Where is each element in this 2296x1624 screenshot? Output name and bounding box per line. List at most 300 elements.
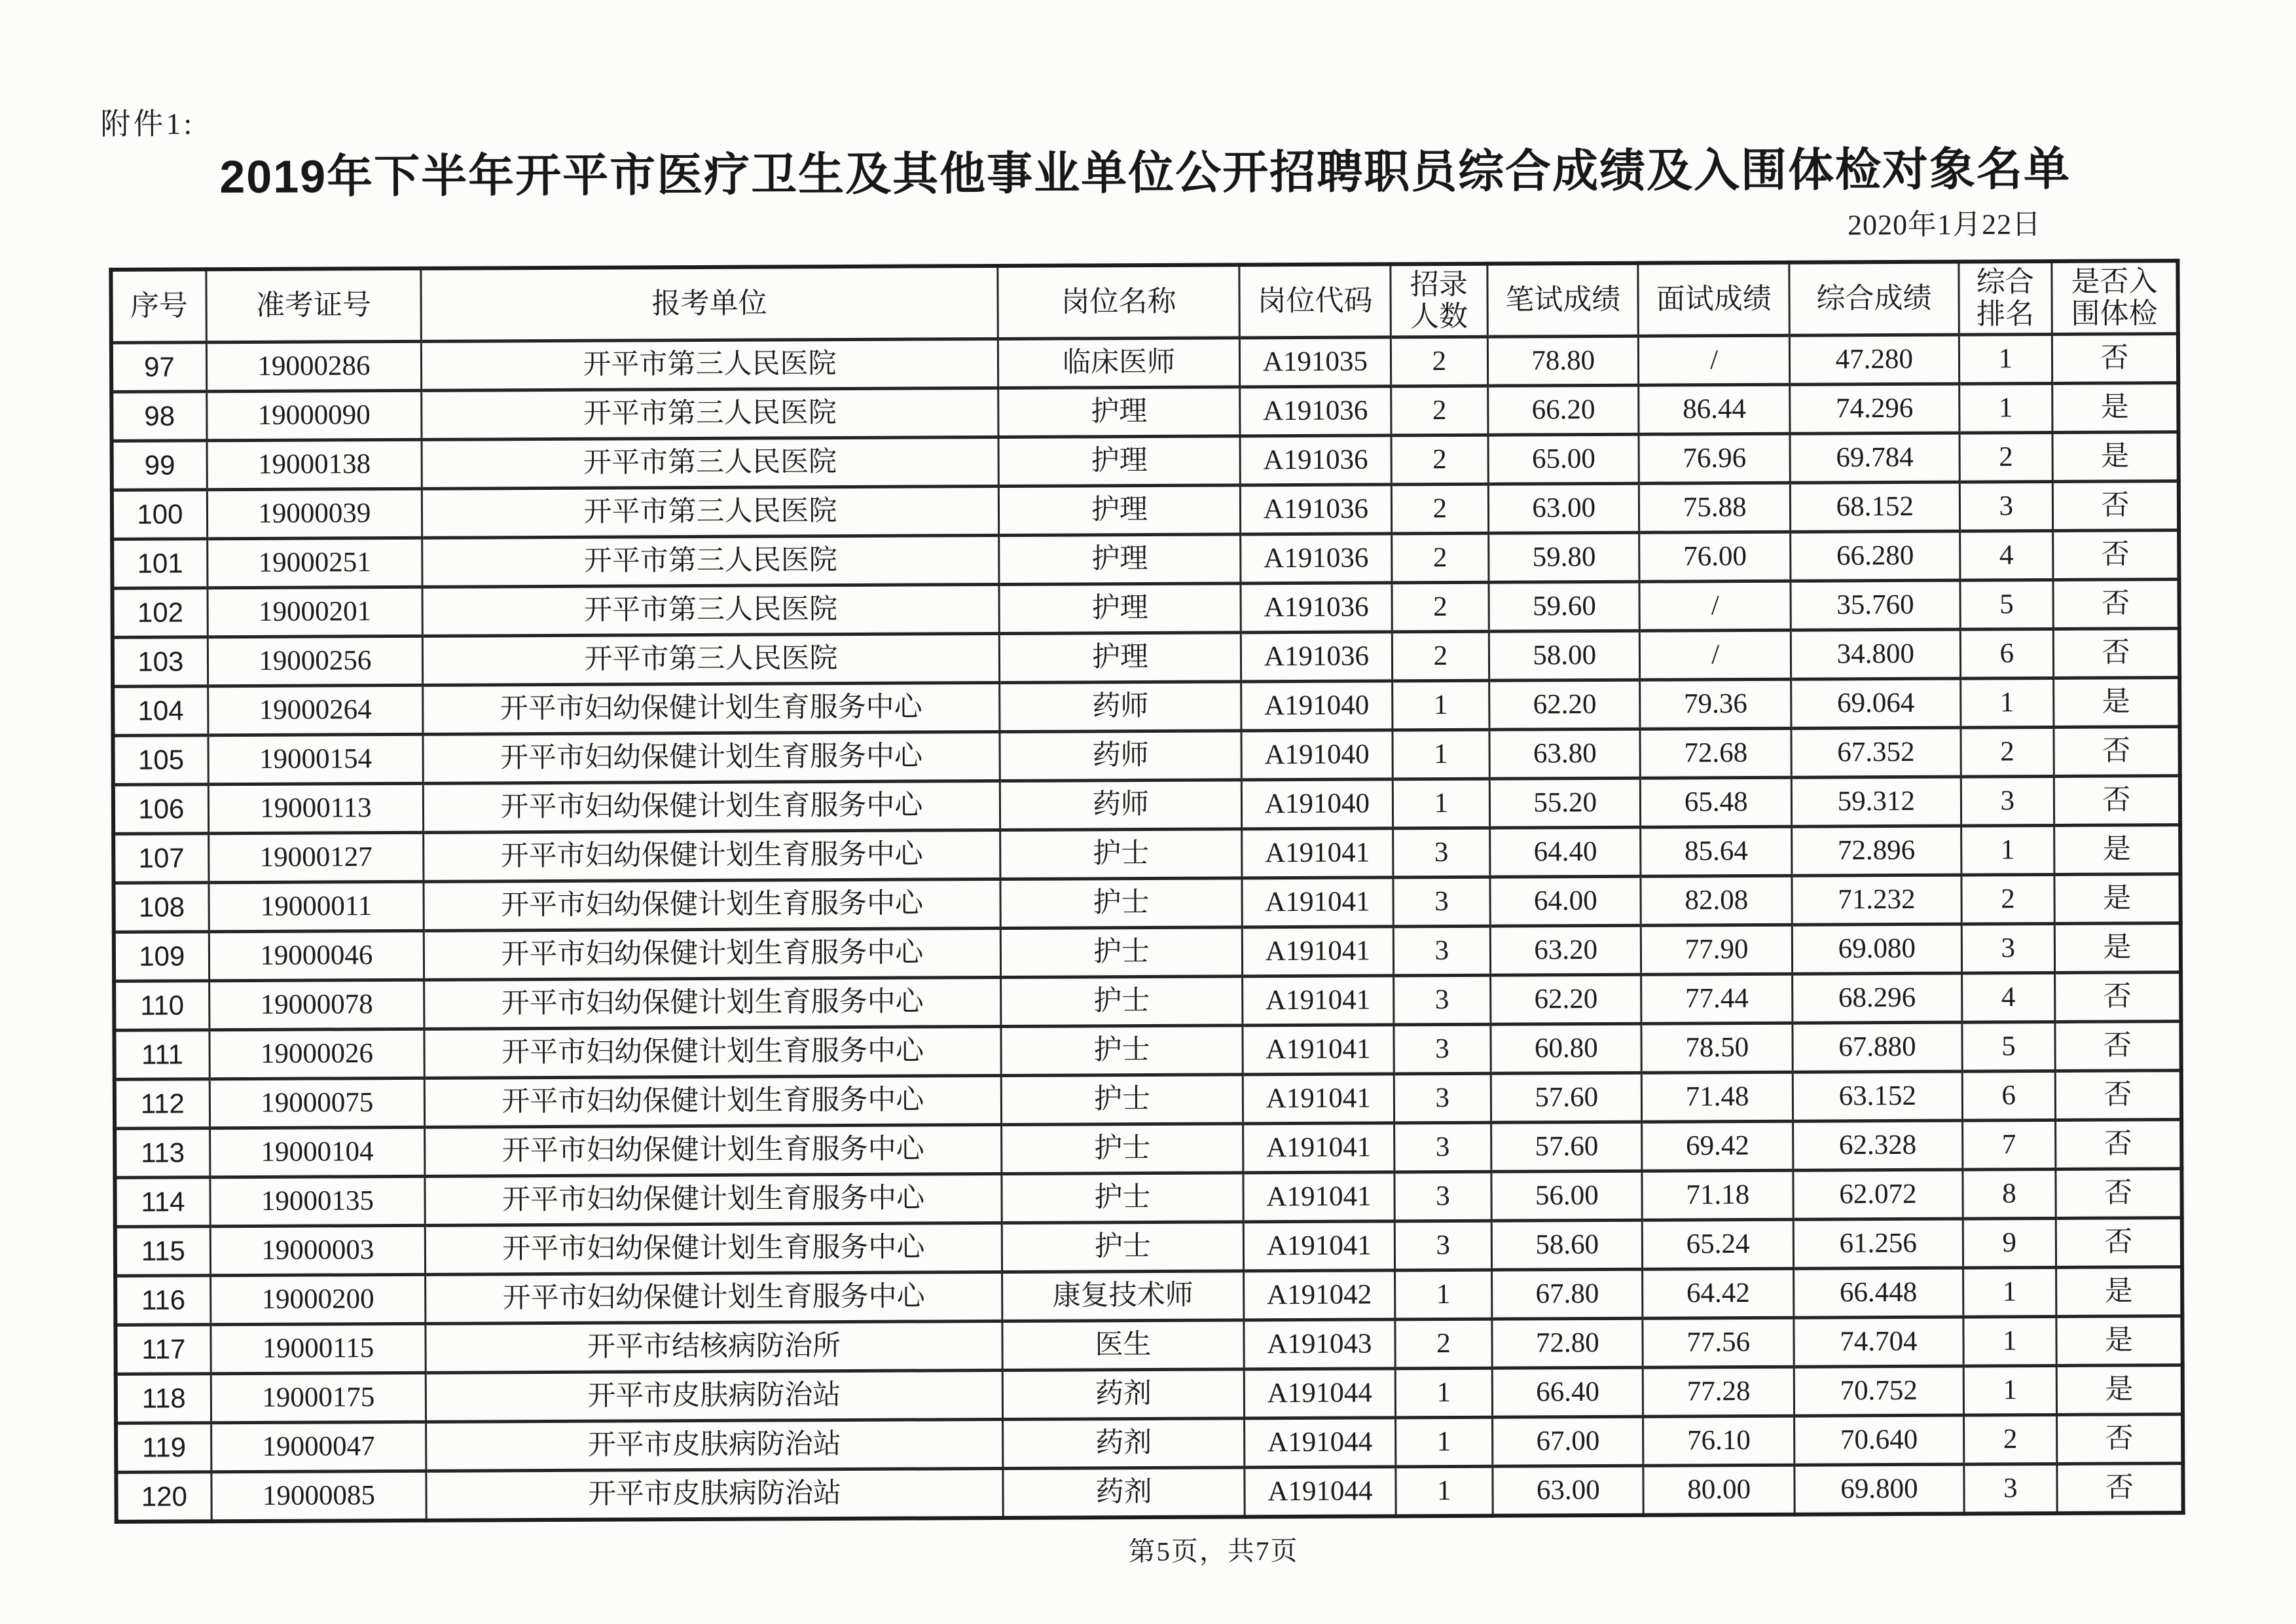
cell-position-code: A191041 <box>1242 927 1393 976</box>
cell-composite-score: 62.072 <box>1793 1170 1963 1219</box>
cell-serial-no: 101 <box>112 539 208 589</box>
cell-composite-score: 70.640 <box>1794 1415 1963 1465</box>
cell-position-code: A191040 <box>1241 730 1393 780</box>
cell-composite-rank: 1 <box>1959 383 2052 433</box>
column-header-interview-score: 面试成绩 <box>1638 263 1789 337</box>
cell-recruit-count: 3 <box>1394 1221 1492 1270</box>
table-row <box>113 727 2179 785</box>
cell-recruit-count: 1 <box>1393 779 1490 828</box>
cell-medical-check: 否 <box>2054 776 2180 826</box>
cell-composite-rank: 2 <box>1963 1414 2056 1464</box>
cell-composite-rank: 1 <box>1959 334 2052 384</box>
cell-composite-rank: 1 <box>1963 1316 2056 1366</box>
cell-serial-no: 98 <box>111 392 207 441</box>
cell-composite-score: 66.280 <box>1791 531 1960 581</box>
cell-medical-check: 否 <box>2055 1022 2181 1071</box>
cell-ticket-no: 19000039 <box>207 489 422 538</box>
table-row <box>111 383 2178 441</box>
cell-composite-rank: 3 <box>1961 776 2054 826</box>
table-row <box>113 776 2180 834</box>
cell-composite-score: 74.704 <box>1794 1317 1963 1367</box>
cell-position-code: A191036 <box>1241 534 1392 583</box>
cell-medical-check: 否 <box>2055 1071 2181 1120</box>
cell-written-score: 62.20 <box>1491 974 1642 1024</box>
cell-interview-score: 69.42 <box>1642 1121 1793 1171</box>
cell-written-score: 55.20 <box>1489 778 1641 828</box>
cell-serial-no: 120 <box>116 1472 211 1522</box>
cell-employer: 开平市皮肤病防治站 <box>426 1419 1003 1471</box>
cell-medical-check: 否 <box>2054 727 2180 777</box>
cell-composite-score: 62.328 <box>1793 1120 1963 1170</box>
cell-written-score: 63.00 <box>1493 1466 1644 1516</box>
cell-position-code: A191044 <box>1245 1418 1396 1467</box>
cell-position-code: A191040 <box>1241 779 1393 829</box>
cell-ticket-no: 19000264 <box>208 685 423 735</box>
page-indicator: 第5页，共7页 <box>1128 1536 1299 1567</box>
cell-interview-score: 82.08 <box>1641 876 1792 925</box>
table-row <box>113 825 2180 883</box>
cell-position-code: A191041 <box>1243 1221 1394 1271</box>
cell-position-name: 临床医师 <box>998 338 1240 388</box>
cell-employer: 开平市妇幼保健计划生育服务中心 <box>426 1272 1002 1323</box>
cell-written-score: 63.80 <box>1489 729 1641 779</box>
cell-serial-no: 105 <box>113 735 208 785</box>
cell-medical-check: 是 <box>2052 432 2179 482</box>
cell-interview-score: 76.10 <box>1643 1416 1795 1466</box>
table-row <box>112 580 2179 638</box>
cell-employer: 开平市妇幼保健计划生育服务中心 <box>424 830 1000 881</box>
cell-recruit-count: 1 <box>1396 1466 1493 1516</box>
cell-ticket-no: 19000127 <box>208 832 424 882</box>
cell-employer: 开平市第三人民医院 <box>422 437 998 489</box>
cell-position-name: 药师 <box>1000 780 1242 830</box>
cell-serial-no: 113 <box>115 1128 210 1178</box>
cell-serial-no: 109 <box>114 932 210 982</box>
cell-medical-check: 否 <box>2052 530 2179 580</box>
table-row <box>113 678 2179 736</box>
cell-written-score: 62.20 <box>1489 680 1641 729</box>
cell-ticket-no: 19000047 <box>211 1422 426 1471</box>
cell-composite-rank: 4 <box>1961 972 2054 1022</box>
table-row <box>115 1218 2182 1276</box>
cell-serial-no: 114 <box>115 1177 210 1227</box>
cell-position-code: A191044 <box>1245 1467 1396 1517</box>
cell-position-name: 药剂 <box>1002 1369 1245 1420</box>
cell-position-code: A191043 <box>1244 1320 1395 1369</box>
cell-employer: 开平市第三人民医院 <box>421 339 998 390</box>
cell-composite-rank: 1 <box>1963 1267 2056 1317</box>
cell-employer: 开平市妇幼保健计划生育服务中心 <box>425 1124 1002 1176</box>
cell-interview-score: 75.88 <box>1639 483 1791 532</box>
cell-recruit-count: 2 <box>1392 631 1489 681</box>
cell-position-name: 药师 <box>999 682 1241 732</box>
cell-composite-rank: 2 <box>1961 874 2054 924</box>
table-row <box>116 1464 2183 1522</box>
cell-position-code: A191036 <box>1240 386 1391 436</box>
cell-employer: 开平市妇幼保健计划生育服务中心 <box>424 977 1001 1029</box>
cell-ticket-no: 19000154 <box>208 734 424 784</box>
cell-serial-no: 100 <box>112 490 208 540</box>
cell-composite-score: 67.352 <box>1791 728 1961 777</box>
cell-employer: 开平市妇幼保健计划生育服务中心 <box>425 1173 1002 1225</box>
cell-medical-check: 否 <box>2052 334 2178 384</box>
cell-written-score: 58.00 <box>1489 631 1640 680</box>
cell-composite-rank: 7 <box>1962 1120 2055 1170</box>
column-header-ticket-no: 准考证号 <box>206 268 422 342</box>
cell-ticket-no: 19000135 <box>210 1176 426 1226</box>
cell-serial-no: 108 <box>113 883 209 932</box>
cell-employer: 开平市妇幼保健计划生育服务中心 <box>423 731 1000 783</box>
cell-position-code: A191041 <box>1243 1025 1394 1075</box>
cell-written-score: 67.80 <box>1492 1269 1643 1319</box>
cell-employer: 开平市皮肤病防治站 <box>426 1370 1002 1422</box>
cell-serial-no: 115 <box>115 1227 211 1276</box>
table-row <box>115 1169 2181 1227</box>
cell-ticket-no: 19000085 <box>211 1471 427 1521</box>
cell-written-score: 56.00 <box>1491 1171 1643 1221</box>
cell-recruit-count: 2 <box>1391 435 1489 485</box>
cell-serial-no: 116 <box>115 1276 211 1325</box>
cell-written-score: 63.00 <box>1488 483 1639 533</box>
column-header-recruit-count: 招录 人数 <box>1391 264 1488 337</box>
cell-recruit-count: 3 <box>1393 828 1490 877</box>
cell-position-name: 康复技术师 <box>1002 1271 1244 1321</box>
cell-position-code: A191035 <box>1240 337 1391 387</box>
cell-composite-score: 63.152 <box>1793 1071 1962 1121</box>
cell-interview-score: 71.48 <box>1642 1072 1793 1122</box>
cell-composite-score: 59.312 <box>1791 777 1961 826</box>
cell-composite-score: 71.232 <box>1792 875 1961 925</box>
cell-written-score: 57.60 <box>1491 1122 1643 1172</box>
cell-recruit-count: 2 <box>1391 337 1488 386</box>
cell-recruit-count: 1 <box>1394 1270 1492 1320</box>
cell-written-score: 65.00 <box>1488 434 1639 484</box>
cell-position-code: A191041 <box>1242 828 1393 878</box>
cell-position-name: 药剂 <box>1002 1418 1245 1469</box>
results-table <box>109 259 2185 1524</box>
cell-ticket-no: 19000113 <box>208 783 424 833</box>
cell-serial-no: 110 <box>114 981 210 1031</box>
cell-composite-rank: 9 <box>1963 1218 2056 1268</box>
cell-composite-rank: 3 <box>1964 1464 2057 1513</box>
cell-employer: 开平市第三人民医院 <box>422 486 998 538</box>
cell-interview-score: 77.90 <box>1641 925 1793 974</box>
cell-written-score: 58.60 <box>1491 1220 1643 1270</box>
cell-position-code: A191041 <box>1243 1123 1394 1173</box>
cell-medical-check: 否 <box>2057 1464 2183 1513</box>
table-row <box>115 1316 2182 1375</box>
cell-recruit-count: 2 <box>1391 533 1489 583</box>
cell-composite-rank: 1 <box>1960 678 2053 728</box>
cell-written-score: 59.80 <box>1489 532 1640 582</box>
cell-serial-no: 97 <box>111 342 207 392</box>
cell-serial-no: 103 <box>113 637 208 687</box>
cell-composite-rank: 1 <box>1963 1365 2056 1415</box>
table-row <box>111 334 2178 392</box>
cell-ticket-no: 19000046 <box>209 931 424 980</box>
cell-position-name: 护士 <box>1001 1075 1243 1125</box>
cell-interview-score: 86.44 <box>1639 384 1790 434</box>
column-header-composite-rank: 综合 排名 <box>1959 261 2052 335</box>
cell-medical-check: 否 <box>2052 481 2179 531</box>
cell-position-name: 护士 <box>1000 878 1243 929</box>
cell-composite-score: 69.064 <box>1791 678 1961 728</box>
cell-composite-rank: 5 <box>1960 580 2053 629</box>
cell-recruit-count: 3 <box>1394 1024 1491 1074</box>
cell-medical-check: 是 <box>2054 923 2181 973</box>
cell-composite-score: 74.296 <box>1790 384 1959 434</box>
cell-position-name: 护理 <box>999 633 1241 683</box>
cell-written-score: 78.80 <box>1487 336 1639 386</box>
cell-employer: 开平市妇幼保健计划生育服务中心 <box>424 879 1000 931</box>
cell-ticket-no: 19000090 <box>206 390 422 440</box>
cell-written-score: 72.80 <box>1492 1318 1643 1368</box>
cell-serial-no: 118 <box>116 1374 211 1424</box>
cell-interview-score: 77.56 <box>1643 1318 1794 1367</box>
cell-interview-score: 77.28 <box>1643 1367 1795 1416</box>
cell-composite-score: 47.280 <box>1789 335 1959 384</box>
cell-position-code: A191036 <box>1241 485 1392 534</box>
cell-position-name: 药师 <box>1000 731 1242 781</box>
cell-position-name: 护士 <box>1000 927 1243 978</box>
cell-interview-score: / <box>1639 581 1791 631</box>
cell-employer: 开平市结核病防治所 <box>426 1321 1002 1373</box>
cell-ticket-no: 19000256 <box>208 636 423 686</box>
cell-recruit-count: 1 <box>1395 1368 1493 1418</box>
cell-position-name: 护理 <box>998 534 1241 585</box>
column-header-medical-check: 是否入 围体检 <box>2052 261 2178 334</box>
cell-serial-no: 99 <box>112 441 208 490</box>
table-row <box>115 1120 2181 1178</box>
cell-employer: 开平市妇幼保健计划生育服务中心 <box>425 1223 1002 1274</box>
cell-position-code: A191040 <box>1241 681 1393 731</box>
cell-composite-rank: 8 <box>1963 1169 2056 1219</box>
cell-recruit-count: 3 <box>1394 1122 1491 1172</box>
cell-composite-rank: 4 <box>1959 530 2052 580</box>
table-row <box>113 629 2179 687</box>
cell-medical-check: 否 <box>2056 1414 2183 1464</box>
cell-position-name: 护理 <box>998 387 1241 437</box>
cell-medical-check: 是 <box>2056 1316 2183 1366</box>
cell-interview-score: 76.00 <box>1639 532 1791 581</box>
cell-medical-check: 是 <box>2054 874 2181 924</box>
cell-medical-check: 是 <box>2056 1267 2182 1317</box>
cell-composite-rank: 6 <box>1960 629 2053 678</box>
cell-employer: 开平市妇幼保健计划生育服务中心 <box>424 928 1000 980</box>
cell-composite-rank: 1 <box>1961 825 2054 875</box>
column-header-written-score: 笔试成绩 <box>1487 263 1639 337</box>
cell-position-name: 护士 <box>1001 1025 1243 1076</box>
cell-medical-check: 否 <box>2056 1218 2182 1268</box>
cell-written-score: 60.80 <box>1491 1024 1642 1073</box>
cell-written-score: 59.60 <box>1489 581 1640 631</box>
cell-interview-score: / <box>1640 630 1791 680</box>
table-row <box>116 1365 2183 1424</box>
cell-composite-score: 69.784 <box>1790 433 1959 483</box>
cell-position-name: 护理 <box>998 436 1241 487</box>
cell-medical-check: 是 <box>2054 825 2180 875</box>
table-row <box>112 432 2179 490</box>
cell-interview-score: 78.50 <box>1641 1023 1793 1073</box>
cell-composite-score: 61.256 <box>1793 1219 1963 1268</box>
cell-ticket-no: 19000251 <box>207 538 422 587</box>
cell-composite-rank: 6 <box>1962 1071 2055 1120</box>
cell-position-code: A191042 <box>1244 1270 1395 1320</box>
cell-interview-score: 85.64 <box>1641 826 1792 876</box>
cell-medical-check: 是 <box>2052 383 2179 433</box>
cell-employer: 开平市妇幼保健计划生育服务中心 <box>423 781 1000 832</box>
cell-medical-check: 否 <box>2053 580 2179 629</box>
cell-interview-score: 71.18 <box>1642 1170 1793 1220</box>
cell-position-name: 护理 <box>999 583 1241 634</box>
cell-position-name: 护士 <box>1002 1173 1244 1223</box>
cell-composite-score: 34.800 <box>1791 629 1960 679</box>
cell-employer: 开平市第三人民医院 <box>422 388 998 439</box>
cell-recruit-count: 2 <box>1392 582 1489 632</box>
table-row <box>115 1267 2182 1325</box>
cell-composite-rank: 3 <box>1959 481 2052 531</box>
cell-serial-no: 111 <box>114 1030 210 1080</box>
cell-employer: 开平市第三人民医院 <box>422 535 999 587</box>
cell-position-name: 护士 <box>1002 1222 1244 1272</box>
cell-composite-score: 68.152 <box>1790 482 1959 532</box>
cell-composite-score: 67.880 <box>1793 1022 1962 1072</box>
cell-position-code: A191041 <box>1243 976 1394 1025</box>
cell-employer: 开平市妇幼保健计划生育服务中心 <box>424 1026 1001 1078</box>
cell-composite-score: 68.296 <box>1793 973 1962 1023</box>
cell-employer: 开平市皮肤病防治站 <box>426 1468 1003 1520</box>
attachment-label: 附件1: <box>100 107 195 141</box>
column-header-composite-score: 综合成绩 <box>1789 262 1959 336</box>
cell-ticket-no: 19000201 <box>208 587 423 637</box>
cell-written-score: 66.20 <box>1488 385 1639 435</box>
cell-employer: 开平市妇幼保健计划生育服务中心 <box>423 682 1000 734</box>
cell-composite-rank: 5 <box>1962 1022 2055 1071</box>
cell-recruit-count: 3 <box>1393 926 1491 976</box>
cell-recruit-count: 2 <box>1395 1319 1493 1369</box>
cell-serial-no: 106 <box>113 784 209 834</box>
cell-written-score: 67.00 <box>1493 1416 1644 1466</box>
cell-position-name: 护士 <box>1000 976 1243 1027</box>
cell-composite-rank: 2 <box>1959 432 2052 482</box>
cell-position-code: A191036 <box>1241 632 1393 682</box>
cell-medical-check: 是 <box>2056 1365 2183 1415</box>
cell-position-name: 护理 <box>998 485 1241 536</box>
cell-interview-score: 65.24 <box>1643 1219 1794 1269</box>
cell-interview-score: 77.44 <box>1641 974 1793 1024</box>
cell-recruit-count: 1 <box>1395 1417 1493 1467</box>
cell-written-score: 64.00 <box>1490 876 1641 926</box>
cell-recruit-count: 2 <box>1391 484 1489 534</box>
cell-composite-score: 69.080 <box>1792 924 1961 974</box>
cell-recruit-count: 3 <box>1393 975 1491 1025</box>
cell-written-score: 64.40 <box>1490 827 1641 877</box>
table-row <box>113 874 2180 932</box>
cell-written-score: 66.40 <box>1492 1367 1643 1417</box>
cell-serial-no: 119 <box>116 1423 211 1473</box>
cell-position-name: 护士 <box>1001 1124 1243 1174</box>
table-row <box>114 972 2181 1031</box>
cell-recruit-count: 3 <box>1394 1073 1491 1123</box>
cell-recruit-count: 2 <box>1391 386 1488 435</box>
cell-employer: 开平市妇幼保健计划生育服务中心 <box>424 1075 1001 1127</box>
table-row <box>112 530 2179 589</box>
cell-serial-no: 104 <box>113 686 208 736</box>
cell-ticket-no: 19000078 <box>209 980 424 1029</box>
cell-composite-score: 70.752 <box>1794 1366 1963 1416</box>
cell-medical-check: 否 <box>2055 1120 2181 1170</box>
cell-ticket-no: 19000200 <box>210 1274 426 1324</box>
cell-ticket-no: 19000138 <box>207 439 422 489</box>
cell-serial-no: 102 <box>112 588 208 638</box>
cell-ticket-no: 19000104 <box>210 1127 425 1177</box>
cell-ticket-no: 19000175 <box>211 1373 426 1422</box>
column-header-employer: 报考单位 <box>421 266 998 341</box>
cell-interview-score: 64.42 <box>1643 1268 1794 1318</box>
cell-medical-check: 是 <box>2053 678 2179 728</box>
cell-position-name: 药剂 <box>1003 1467 1245 1518</box>
table-row <box>112 481 2179 540</box>
cell-ticket-no: 19000115 <box>211 1323 426 1373</box>
cell-employer: 开平市第三人民医院 <box>422 584 999 636</box>
cell-composite-score: 66.448 <box>1793 1268 1963 1318</box>
cell-recruit-count: 3 <box>1393 877 1491 927</box>
cell-ticket-no: 19000011 <box>209 881 424 931</box>
cell-recruit-count: 1 <box>1393 729 1490 779</box>
cell-position-name: 护士 <box>1000 829 1242 879</box>
cell-composite-rank: 3 <box>1961 923 2054 973</box>
cell-serial-no: 117 <box>115 1325 211 1375</box>
cell-medical-check: 否 <box>2053 629 2179 678</box>
cell-composite-rank: 2 <box>1961 727 2054 777</box>
cell-written-score: 57.60 <box>1491 1073 1642 1122</box>
cell-serial-no: 107 <box>113 834 209 883</box>
cell-interview-score: 76.96 <box>1639 434 1790 483</box>
cell-written-score: 63.20 <box>1490 925 1641 975</box>
document-date: 2020年1月22日 <box>1847 208 2042 242</box>
table-row <box>114 923 2181 982</box>
table-row <box>114 1022 2181 1080</box>
cell-serial-no: 112 <box>115 1079 210 1129</box>
cell-ticket-no: 19000003 <box>210 1225 426 1275</box>
cell-position-code: A191041 <box>1243 1074 1394 1124</box>
cell-medical-check: 否 <box>2054 972 2181 1022</box>
cell-interview-score: 79.36 <box>1640 679 1791 729</box>
column-header-serial-no: 序号 <box>111 269 206 342</box>
cell-position-code: A191044 <box>1244 1369 1395 1418</box>
cell-interview-score: 65.48 <box>1641 777 1792 827</box>
cell-medical-check: 否 <box>2056 1169 2182 1219</box>
page-title: 2019年下半年开平市医疗卫生及其他事业单位公开招聘职员综合成绩及入围体检对象名单 <box>219 143 2071 203</box>
cell-composite-score: 69.800 <box>1795 1464 1964 1515</box>
cell-recruit-count: 3 <box>1394 1172 1492 1221</box>
cell-position-code: A191036 <box>1241 583 1392 633</box>
cell-ticket-no: 19000075 <box>210 1078 425 1128</box>
table-row <box>115 1071 2181 1129</box>
cell-position-code: A191041 <box>1243 1172 1394 1222</box>
cell-recruit-count: 1 <box>1392 680 1489 730</box>
table-row <box>116 1414 2183 1473</box>
column-header-position-code: 岗位代码 <box>1239 264 1391 338</box>
cell-composite-score: 72.896 <box>1792 826 1961 876</box>
column-header-position-name: 岗位名称 <box>998 265 1240 339</box>
cell-interview-score: 72.68 <box>1640 728 1791 778</box>
cell-position-code: A191041 <box>1242 877 1393 927</box>
cell-ticket-no: 19000286 <box>206 341 422 391</box>
cell-composite-score: 35.760 <box>1791 580 1960 630</box>
cell-employer: 开平市第三人民医院 <box>422 633 999 685</box>
cell-interview-score: / <box>1639 335 1790 385</box>
